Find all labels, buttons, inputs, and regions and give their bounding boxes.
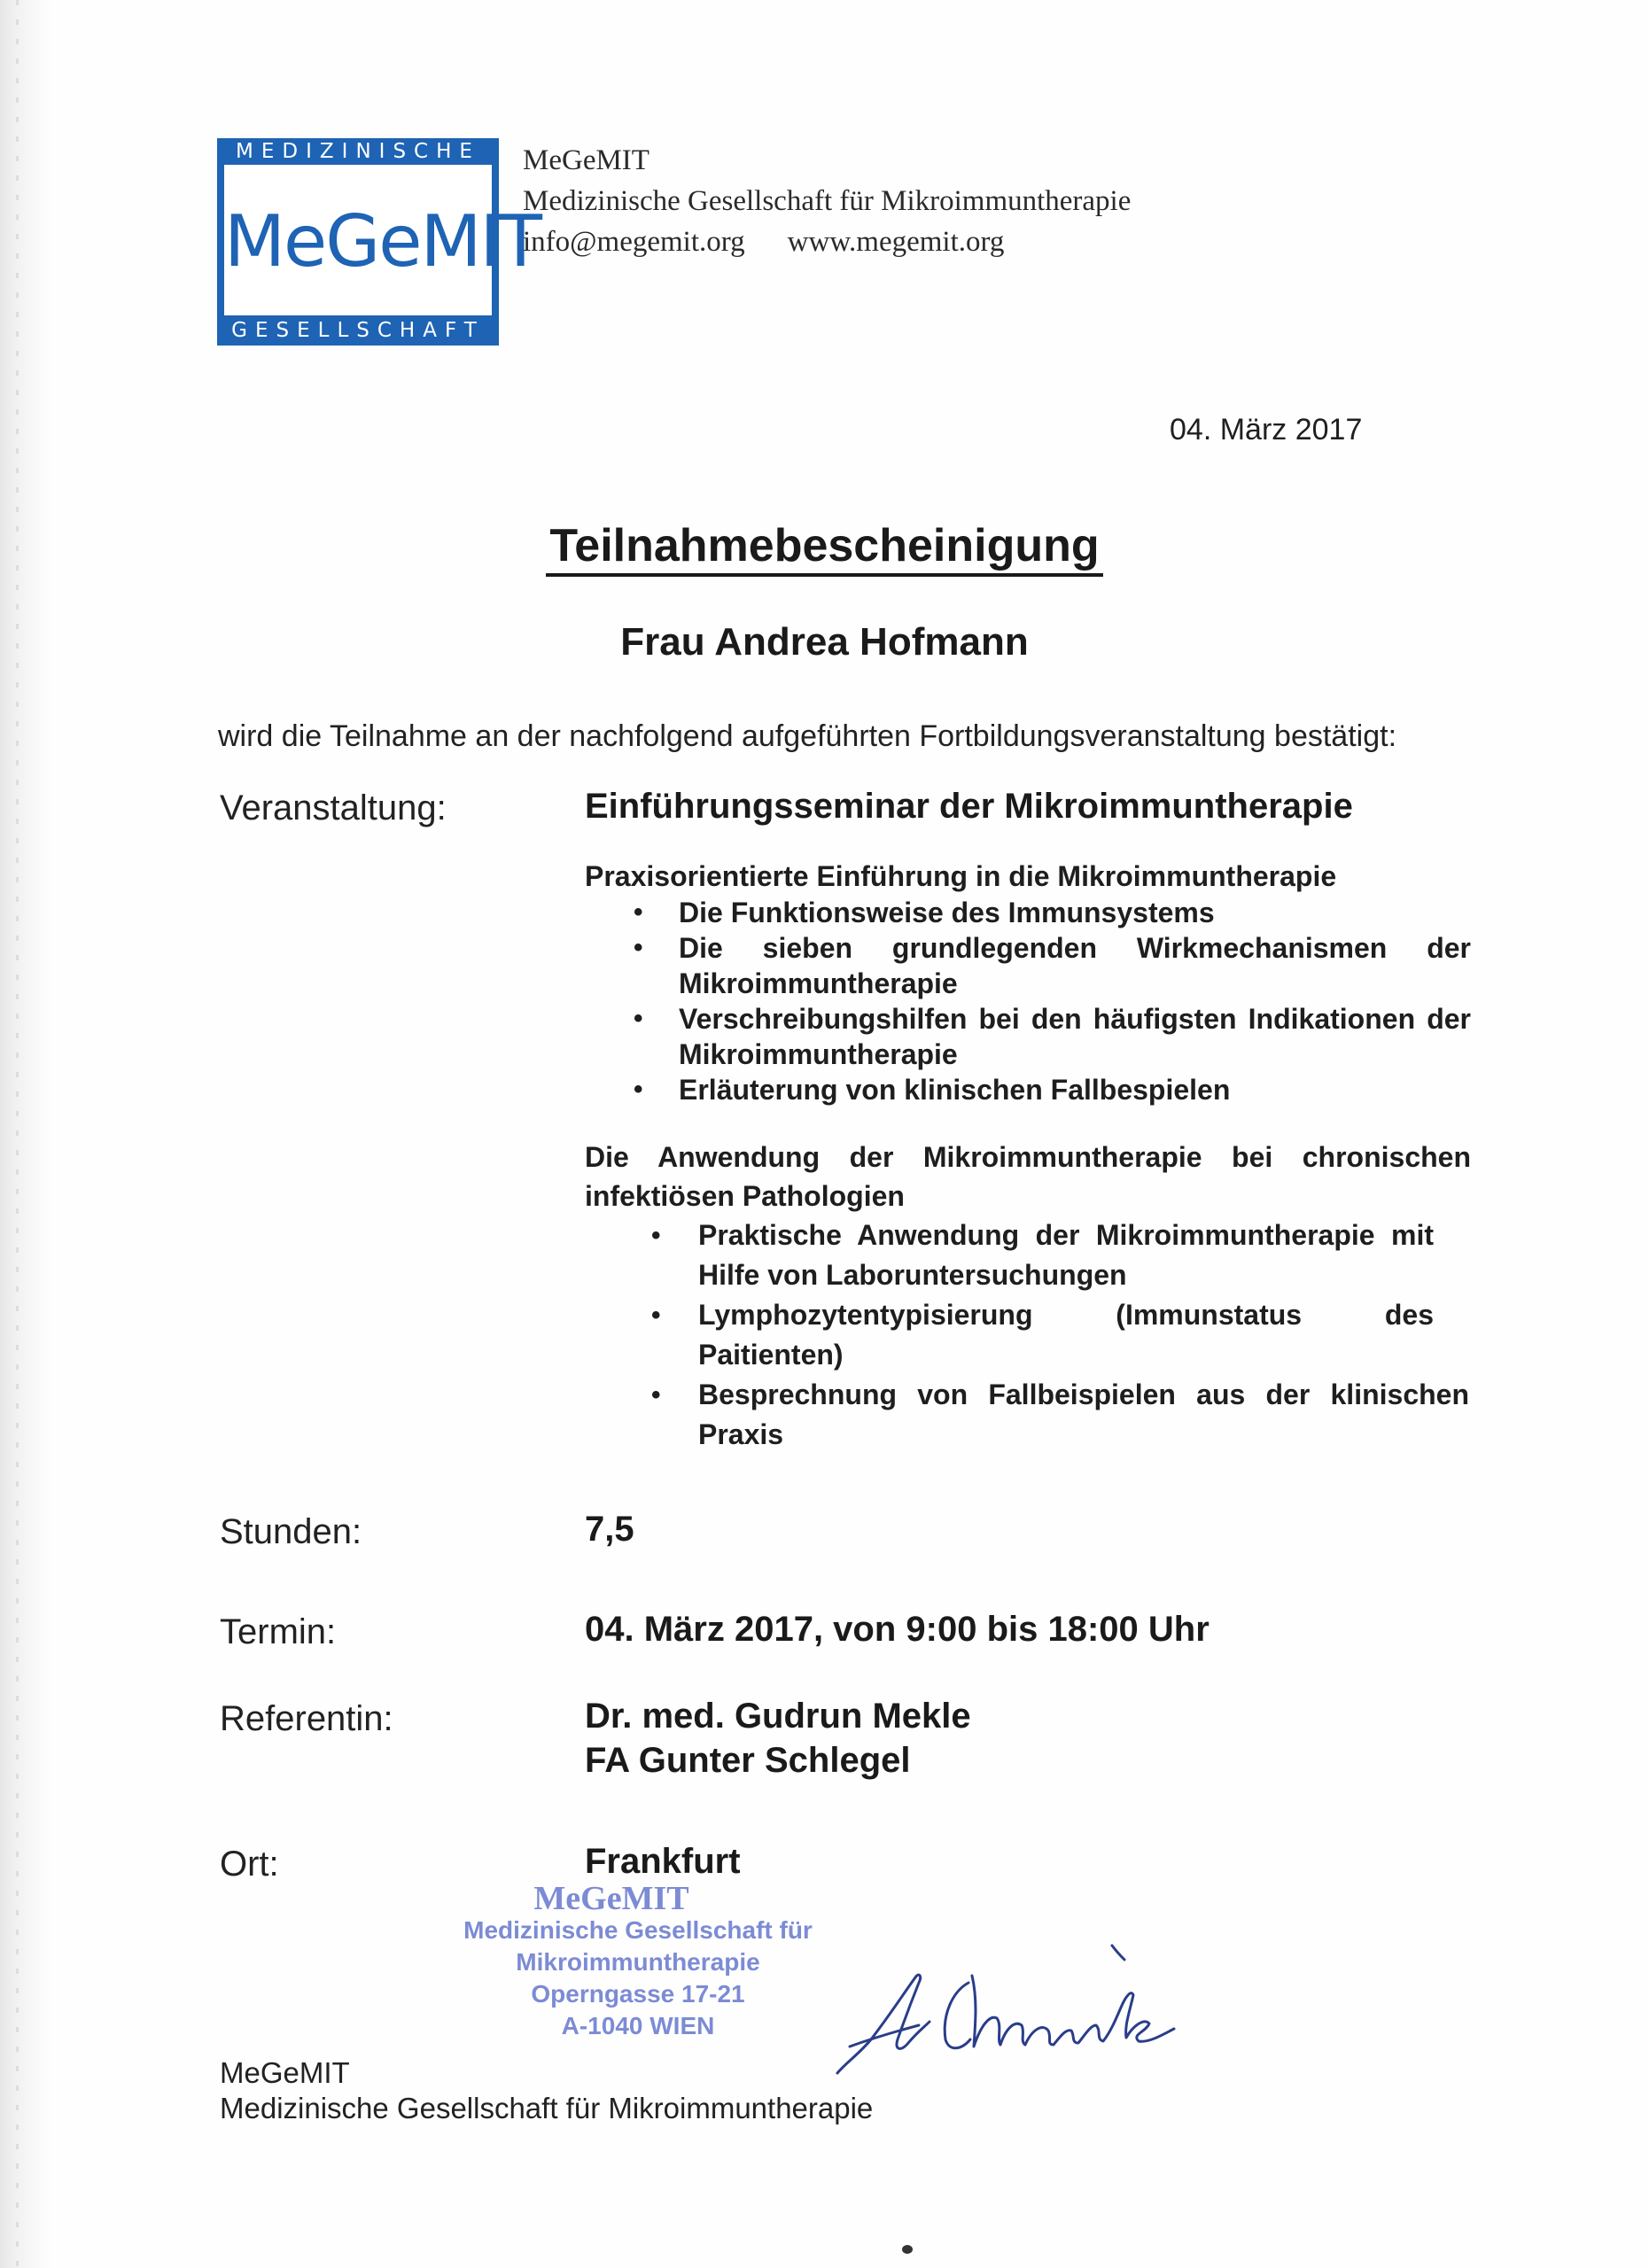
location-label: Ort: [220, 1845, 279, 1884]
stamp-line-2: Medizinische Gesellschaft für [463, 1916, 813, 1944]
location-value: Frankfurt [585, 1842, 741, 1881]
signature-image [820, 1940, 1210, 2082]
list-item: • Die Funktionsweise des Immunsystems [634, 897, 1215, 928]
org-contact [523, 221, 1131, 262]
stamp-line-1: MeGeMIT [533, 1880, 689, 1917]
bullet-icon: • [651, 1221, 661, 1250]
list-item: • Die sieben grundlegenden Wirkmechanismen der Mikroimmuntherapie [634, 932, 1471, 999]
megemit-logo [217, 138, 541, 346]
list-item: • Praktische Anwendung der Mikroimmuntherapie mit Hilfe von Laboruntersuchungen [585, 1216, 1434, 1295]
event-title: Einführungsseminar der Mikroimmuntherapie [585, 787, 1353, 826]
bullet-icon: • [634, 933, 643, 962]
footer-org-name: MeGeMIT [220, 2056, 350, 2089]
bullet-icon: • [634, 1004, 643, 1033]
document-date: 04. März 2017 [1170, 413, 1363, 447]
intro-sentence: wird die Teilnahme an der nachfolgend aufgeführten Fortbildungsveranstaltung bestätigt: [218, 719, 1397, 753]
speakers-label: Referentin: [220, 1699, 393, 1738]
bullet-icon: • [651, 1301, 661, 1330]
appointment-label: Termin: [220, 1612, 337, 1651]
logo-bottom-text: GESELLSCHAFT [231, 319, 485, 342]
org-name: MeGeMIT [523, 144, 649, 176]
speaker-2: FA Gunter Schlegel [585, 1741, 911, 1780]
bullet-icon: • [634, 1075, 643, 1104]
event-block-1 [585, 858, 1471, 1107]
list-item: • Verschreibungshilfen bei den häufigsten Indikationen der Mikroimmuntherapie [634, 1003, 1471, 1070]
official-stamp [416, 1880, 860, 2042]
block-1-heading: Praxisorientierte Einführung in die Mikroimmuntherapie [585, 860, 1337, 892]
event-block-2 [585, 1138, 1471, 1455]
document-title [0, 519, 1649, 572]
footer [220, 2055, 873, 2126]
document-title-text: Teilnahmebescheinigung [546, 520, 1102, 577]
logo-wordmark: MeGeMIT [224, 200, 541, 283]
block-2-heading: Die Anwendung der Mikroimmuntherapie bei chronischen infektiösen Pathologien [585, 1141, 1471, 1212]
footer-org-full-name: Medizinische Gesellschaft für Mikroimmuntherapie [220, 2092, 874, 2124]
appointment-value: 04. März 2017, von 9:00 bis 18:00 Uhr [585, 1610, 1210, 1649]
scan-left-edge [0, 0, 55, 2268]
logo-top-text: MEDIZINISCHE [236, 140, 480, 163]
stamp-line-5: A-1040 WIEN [561, 2012, 715, 2039]
scan-speck [902, 2245, 913, 2254]
block-1-list [585, 895, 1471, 1107]
block-2-list [585, 1216, 1471, 1455]
list-item: • Besprechnung von Fallbeispielen aus der klinischen Praxis [585, 1375, 1469, 1455]
list-item: • Erläuterung von klinischen Fallbespielen [634, 1074, 1231, 1106]
recipient-name: Frau Andrea Hofmann [620, 620, 1029, 664]
event-label: Veranstaltung: [220, 788, 447, 827]
bullet-icon: • [634, 897, 643, 927]
speaker-1: Dr. med. Gudrun Mekle [585, 1697, 971, 1736]
organization-header [523, 140, 1131, 262]
hours-value: 7,5 [585, 1510, 634, 1549]
bullet-icon: • [651, 1380, 661, 1410]
org-email[interactable]: info@megemit.org [523, 226, 745, 258]
stamp-line-3: Mikroimmuntherapie [516, 1948, 760, 1976]
stamp-line-4: Operngasse 17-21 [531, 1980, 745, 2008]
org-full-name: Medizinische Gesellschaft für Mikroimmuntherapie [523, 185, 1132, 217]
org-website[interactable]: www.megemit.org [787, 226, 1005, 258]
hours-label: Stunden: [220, 1512, 362, 1551]
list-item: • Lymphozytentypisierung (Immunstatus des Paitienten) [585, 1295, 1434, 1375]
logo-inner-box [224, 165, 541, 315]
